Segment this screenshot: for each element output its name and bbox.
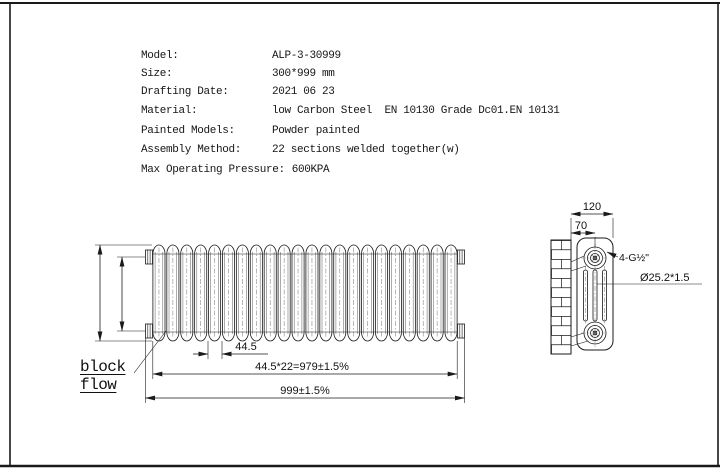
leader-note-line1: block	[80, 358, 126, 376]
dim-44-5-label: 44.5	[235, 341, 257, 353]
spec-label: Size:	[141, 68, 173, 80]
leader-note-line2: flow	[80, 376, 117, 394]
spec-label: Material:	[141, 105, 198, 117]
end-plug-top-left	[146, 250, 153, 264]
end-plug-bottom-right	[458, 324, 465, 338]
radiator-front-view	[146, 245, 465, 341]
spec-value: 300*999 mm	[272, 68, 335, 80]
side-fitting-top	[581, 247, 609, 269]
radiator-sections	[153, 245, 457, 341]
dim-120-label: 120	[582, 201, 602, 213]
spec-value: ALP-3-30999	[272, 50, 341, 62]
spec-label: Painted Models:	[141, 125, 235, 137]
dim-999-label: 999±1.5%	[280, 385, 330, 397]
tube-diameter-label: Ø25.2*1.5	[640, 272, 690, 284]
side-view-dimensions	[571, 201, 702, 284]
spec-value: Powder painted	[272, 125, 360, 137]
wall-section	[551, 240, 571, 354]
dim-70-label: 70	[574, 220, 588, 232]
spec-value: low Carbon Steel EN 10130 Grade Dc01.EN 10131	[272, 105, 560, 117]
radiator-side-view	[551, 238, 613, 354]
sheet-border	[0, 3, 720, 466]
spec-value: 2021 06 23	[272, 86, 335, 98]
spec-label: Drafting Date:	[141, 86, 229, 98]
spec-label: Max Operating Pressure:	[141, 164, 285, 176]
end-plug-top-right	[458, 250, 465, 264]
spec-value: 22 sections welded together(w)	[272, 144, 460, 156]
spec-label: Model:	[141, 50, 179, 62]
spec-label: Assembly Method:	[141, 144, 242, 156]
dim-979-label: 44.5*22=979±1.5%	[255, 361, 349, 373]
end-plug-bottom-left	[146, 324, 153, 338]
thread-callout-label: 4-G½"	[619, 252, 649, 264]
side-fitting-bottom	[581, 322, 609, 344]
spec-value: 600KPA	[291, 164, 330, 176]
